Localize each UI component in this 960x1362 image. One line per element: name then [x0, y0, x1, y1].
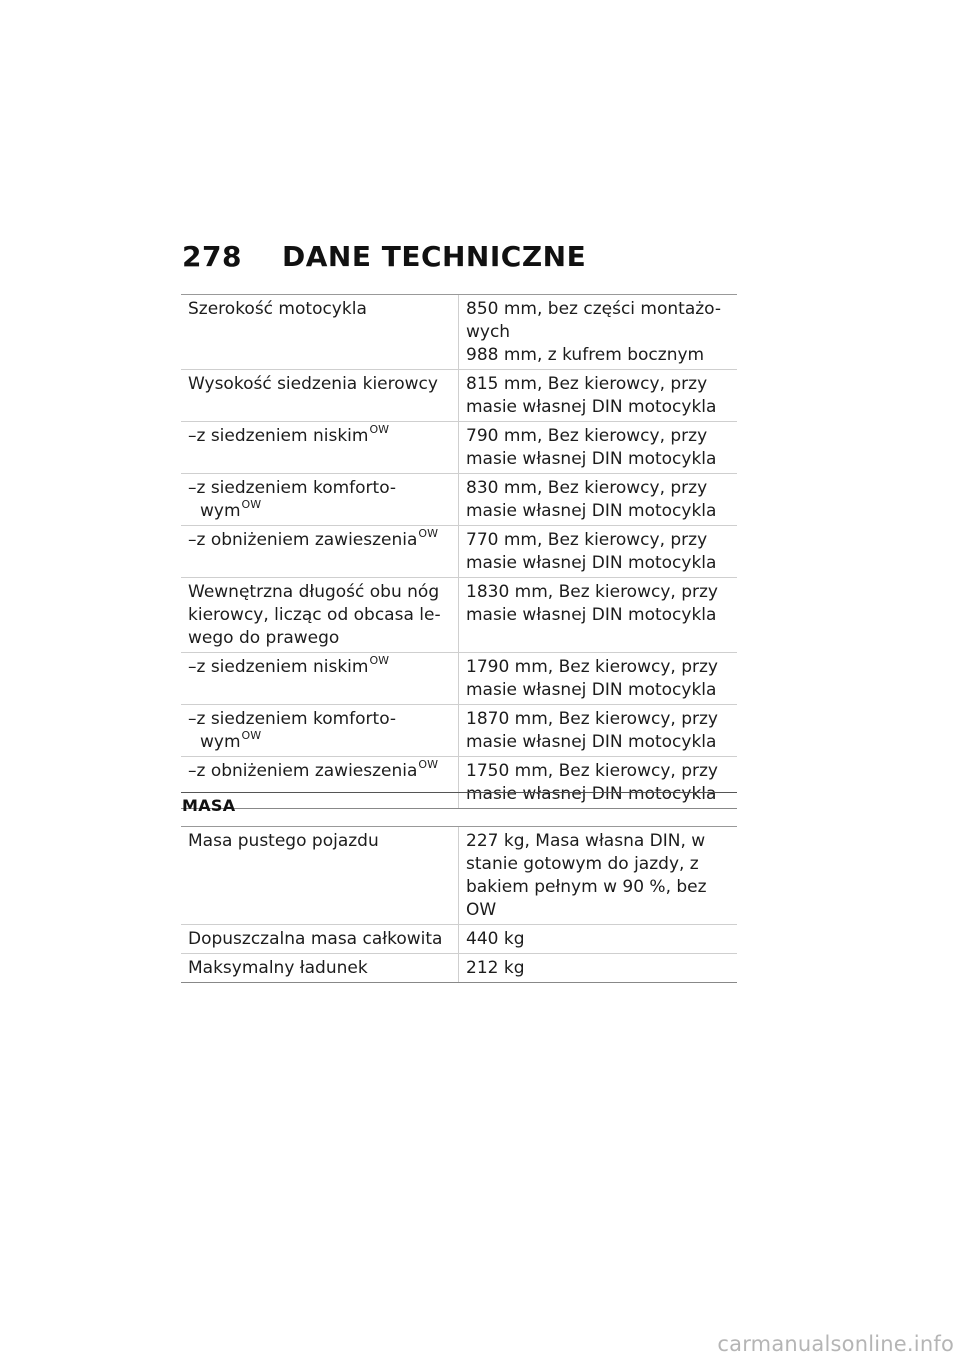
- spec-value-cell: [459, 474, 738, 526]
- spec-label-cell: [181, 954, 459, 983]
- spec-label: Wysokość siedzenia kierowcy: [188, 374, 438, 394]
- spec-value-cell: [459, 578, 738, 653]
- spec-value-line: OW: [466, 900, 497, 920]
- spec-label: Maksymalny ładunek: [188, 958, 368, 978]
- spec-row: [181, 370, 737, 422]
- spec-label-cell: [181, 422, 459, 474]
- page-header: [182, 240, 586, 273]
- spec-label-cell: [181, 526, 459, 578]
- spec-value-line: 1750 mm, Bez kierowcy, przy: [466, 761, 718, 781]
- spec-value-line: 227 kg, Masa własna DIN, w: [466, 831, 706, 851]
- spec-value-line: masie własnej DIN motocykla: [466, 784, 717, 804]
- spec-label-cell: [181, 295, 459, 370]
- spec-label: –z obniżeniem zawieszenia: [188, 761, 418, 781]
- spec-label: –z siedzeniem niskim: [188, 657, 369, 677]
- option-marker: OW: [418, 527, 438, 540]
- spec-label-cell: [181, 653, 459, 705]
- spec-value-line: masie własnej DIN motocykla: [466, 501, 717, 521]
- spec-label-text: [188, 299, 367, 319]
- spec-value-line: 790 mm, Bez kierowcy, przy: [466, 426, 708, 446]
- spec-label-text: [188, 958, 368, 978]
- spec-label-text: [188, 477, 452, 523]
- spec-label: Masa pustego pojazdu: [188, 831, 379, 851]
- section-title-mass: MASA: [182, 796, 236, 815]
- page-number: 278: [182, 240, 242, 273]
- spec-value-line: 212 kg: [466, 958, 525, 978]
- spec-value-line: 440 kg: [466, 929, 525, 949]
- spec-value-cell: [459, 757, 738, 809]
- spec-label: Szerokość motocykla: [188, 299, 367, 319]
- spec-row: [181, 474, 737, 526]
- spec-label-text: [188, 425, 452, 448]
- spec-label-cell: [181, 827, 459, 925]
- spec-value-cell: [459, 295, 738, 370]
- spec-value-cell: [459, 827, 738, 925]
- spec-row: [181, 705, 737, 757]
- spec-value-line: masie własnej DIN motocykla: [466, 732, 717, 752]
- spec-value-cell: [459, 653, 738, 705]
- spec-label: –z siedzeniem komforto-wym: [188, 709, 397, 752]
- spec-label-text: [188, 708, 452, 754]
- spec-value-line: masie własnej DIN motocykla: [466, 449, 717, 469]
- spec-value-line: 1870 mm, Bez kierowcy, przy: [466, 709, 718, 729]
- spec-label: Dopuszczalna masa całkowita: [188, 929, 443, 949]
- spec-value-line: stanie gotowym do jazdy, z: [466, 854, 699, 874]
- spec-value-cell: [459, 370, 738, 422]
- option-marker: OW: [241, 729, 262, 742]
- spec-row: [181, 653, 737, 705]
- spec-row: [181, 954, 737, 983]
- spec-label: Wewnętrzna długość obu nóg kierowcy, licząc od obcasa le-wego do prawego: [188, 582, 441, 648]
- spec-value-line: bakiem pełnym w 90 %, bez: [466, 877, 707, 897]
- spec-row: [181, 925, 737, 954]
- spec-label: –z siedzeniem niskim: [188, 426, 369, 446]
- spec-label-text: [188, 374, 438, 394]
- spec-value-line: masie własnej DIN motocykla: [466, 553, 717, 573]
- page-title: DANE TECHNICZNE: [282, 240, 587, 273]
- spec-label-text: [188, 529, 452, 552]
- spec-label-text: [188, 831, 379, 851]
- spec-value-line: 1830 mm, Bez kierowcy, przy: [466, 582, 718, 602]
- watermark: carmanualsonline.info: [717, 1332, 954, 1356]
- spec-value-line: 988 mm, z kufrem bocznym: [466, 345, 705, 365]
- spec-value-line: masie własnej DIN motocykla: [466, 397, 717, 417]
- spec-label-text: [188, 760, 452, 783]
- spec-label: –z siedzeniem komforto-wym: [188, 478, 397, 521]
- mass-table: [181, 826, 737, 983]
- spec-row: [181, 422, 737, 474]
- spec-value-line: 1790 mm, Bez kierowcy, przy: [466, 657, 718, 677]
- spec-label-cell: [181, 474, 459, 526]
- spec-label-text: [188, 929, 442, 949]
- spec-label-cell: [181, 370, 459, 422]
- spec-label-text: [188, 582, 441, 648]
- spec-value-line: 830 mm, Bez kierowcy, przy: [466, 478, 708, 498]
- spec-label-text: [188, 656, 452, 679]
- option-marker: OW: [369, 654, 389, 667]
- spec-label-cell: [181, 705, 459, 757]
- spec-value-line: 770 mm, Bez kierowcy, przy: [466, 530, 708, 550]
- spec-value-line: masie własnej DIN motocykla: [466, 605, 717, 625]
- spec-value-cell: [459, 954, 738, 983]
- spec-value-line: 815 mm, Bez kierowcy, przy: [466, 374, 708, 394]
- spec-label-cell: [181, 578, 459, 653]
- spec-row: [181, 526, 737, 578]
- option-marker: OW: [369, 423, 389, 436]
- spec-row: [181, 295, 737, 370]
- spec-label: –z obniżeniem zawieszenia: [188, 530, 418, 550]
- spec-row: [181, 757, 737, 809]
- spec-value-cell: [459, 705, 738, 757]
- spec-row: [181, 578, 737, 653]
- spec-value-cell: [459, 422, 738, 474]
- dimensions-table: [181, 294, 737, 809]
- spec-value-line: 850 mm, bez części montażo-: [466, 299, 722, 319]
- spec-value-line: masie własnej DIN motocykla: [466, 680, 717, 700]
- spec-value-cell: [459, 925, 738, 954]
- option-marker: OW: [241, 498, 262, 511]
- spec-value-line: wych: [466, 322, 511, 342]
- spec-value-cell: [459, 526, 738, 578]
- section-divider: [181, 792, 737, 793]
- spec-label-cell: [181, 925, 459, 954]
- option-marker: OW: [418, 758, 438, 771]
- spec-row: [181, 827, 737, 925]
